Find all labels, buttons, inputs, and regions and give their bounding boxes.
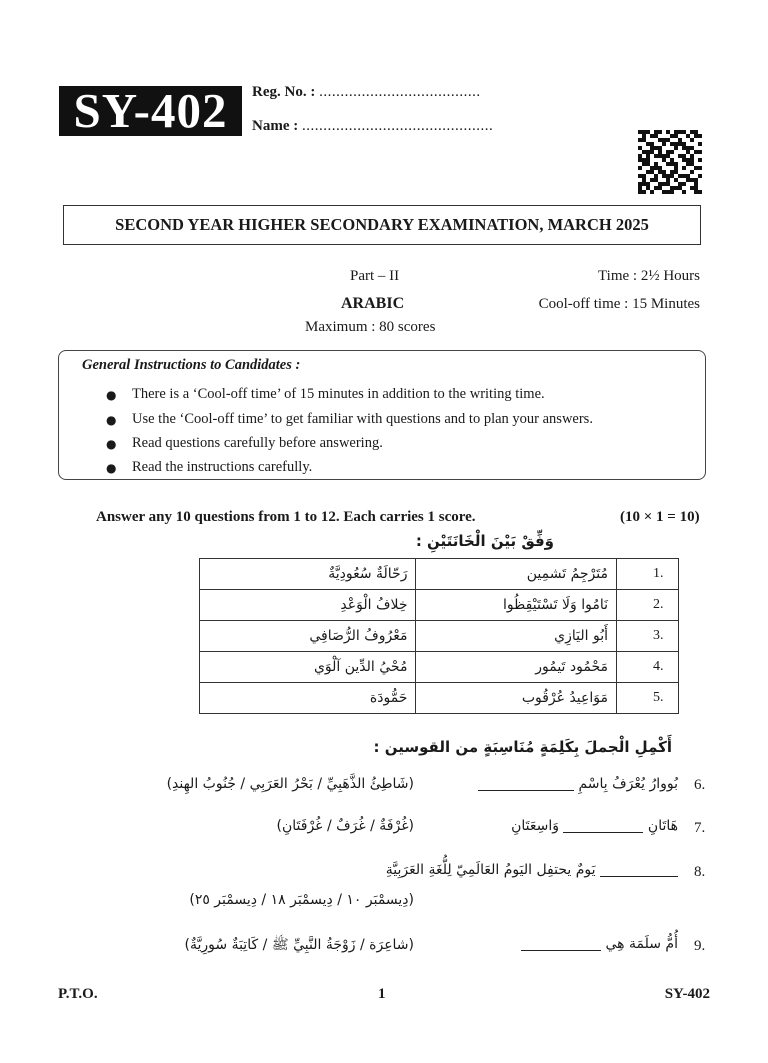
match-num: 3.	[617, 621, 679, 652]
match-col-b: مُحْيُ الدِّين آلْوَي	[200, 652, 416, 683]
match-table	[199, 558, 679, 714]
part-label: Part – II	[350, 268, 400, 284]
exam-title: SECOND YEAR HIGHER SECONDARY EXAMINATION, MARCH 2025	[63, 205, 701, 245]
question-number: 6.	[694, 777, 706, 793]
table-row	[200, 559, 679, 590]
page-number: 1	[378, 986, 386, 1002]
table-row	[200, 621, 679, 652]
time-label: Time : 2½ Hours	[598, 268, 700, 284]
question-stem: بُووارُ يُعْرَفُ بِاسْمِ	[578, 776, 678, 792]
question-text	[386, 862, 678, 878]
complete-instruction: أَكْمِلِ الْجملَ بِكَلِمَةٍ مُنَاسِبَةٍ من القوسين :	[373, 738, 672, 756]
section-score: (10 × 1 = 10)	[620, 509, 700, 525]
table-row	[200, 683, 679, 714]
paper-code: SY-402	[59, 86, 242, 136]
match-col-b: رَحّالَةٌ سُعُودِيَّةٌ	[200, 559, 416, 590]
table-row	[200, 652, 679, 683]
match-col-a: مَحْمُود تَيمُور	[416, 652, 617, 683]
match-instruction: وَفِّقْ بَيْنَ الْخَانَتَيْنِ :	[415, 532, 554, 550]
question-options: (شَاطِئُ الذَّهَبِيِّ / بَحْرُ العَرَبِي / جُنُوبُ الهِندِ)	[166, 776, 414, 792]
name-label: Name :	[252, 118, 299, 134]
question-text	[478, 776, 678, 792]
bullet-icon: ●	[106, 413, 117, 427]
question-options: (دِيسمْبَر ١٠ / دِيسمْبَر ١٨ / دِيسمْبَر ٢٥)	[189, 892, 414, 908]
answer-blank	[600, 864, 678, 877]
match-col-a: مُتَرْجِمُ تَشمِين	[416, 559, 617, 590]
instructions-title: General Instructions to Candidates :	[82, 357, 301, 373]
bullet-icon: ●	[106, 461, 117, 475]
question-options: (شاعِرَة / زَوْجَةُ النَّبِيِّ ﷺ / كَاتِبَةٌ سُورِيَّةٌ)	[184, 937, 414, 953]
instruction-item: Use the ‘Cool-off time’ to get familiar with questions and to plan your answers.	[132, 411, 593, 427]
match-col-a: أَبُو اليَازِي	[416, 621, 617, 652]
question-stem: يَومٌ يحتفِل اليَومُ العَالَمِيّ لِلُّغَةِ العَرَبِيَّةِ	[385, 862, 596, 878]
name-field	[252, 118, 493, 135]
name-dots: .............................................	[301, 118, 494, 134]
footer-pto: P.T.O.	[58, 986, 98, 1002]
question-number: 9.	[694, 938, 706, 954]
subject-title: ARABIC	[341, 295, 405, 312]
section-header: Answer any 10 questions from 1 to 12. Each carries 1 score.	[96, 509, 476, 525]
reg-no-dots: ......................................	[319, 84, 481, 100]
question-text	[521, 936, 678, 952]
answer-blank	[521, 938, 601, 951]
maximum-score: Maximum : 80 scores	[305, 319, 436, 335]
bullet-icon: ●	[106, 437, 117, 451]
match-col-b: خِلافُ الْوَعْدِ	[200, 590, 416, 621]
bullet-icon: ●	[106, 388, 117, 402]
question-options: (غُرْفَةٌ / غُرَفٌ / غُرْفَتَانِ)	[276, 818, 414, 834]
footer-code: SY-402	[664, 986, 710, 1002]
qr-code-icon	[638, 130, 702, 194]
question-stem: وَاسِعَتَانِ	[511, 818, 559, 834]
table-row	[200, 590, 679, 621]
match-num: 2.	[617, 590, 679, 621]
match-col-b: مَعْرُوفُ الرُّصَافِي	[200, 621, 416, 652]
instruction-item: There is a ‘Cool-off time’ of 15 minutes in addition to the writing time.	[132, 386, 545, 402]
match-col-a: مَوَاعِيدُ عُرْقُوب	[416, 683, 617, 714]
question-stem: هَاتَانِ	[647, 818, 678, 834]
question-number: 7.	[694, 820, 706, 836]
match-col-a: نَامُوا وَلَا تَسْتَيْقِظُوا	[416, 590, 617, 621]
reg-no-field	[252, 84, 481, 101]
reg-no-label: Reg. No. :	[252, 84, 316, 100]
match-num: 5.	[617, 683, 679, 714]
match-col-b: حَمُّودَة	[200, 683, 416, 714]
answer-blank	[563, 820, 643, 833]
question-number: 8.	[694, 864, 706, 880]
match-num: 4.	[617, 652, 679, 683]
instruction-item: Read questions carefully before answering.	[132, 435, 383, 451]
answer-blank	[478, 778, 574, 791]
question-text	[511, 818, 678, 834]
cooloff-label: Cool-off time : 15 Minutes	[538, 296, 700, 312]
match-num: 1.	[617, 559, 679, 590]
question-stem: أُمُّ سلَمَة هِي	[605, 936, 678, 952]
instruction-item: Read the instructions carefully.	[132, 459, 313, 475]
